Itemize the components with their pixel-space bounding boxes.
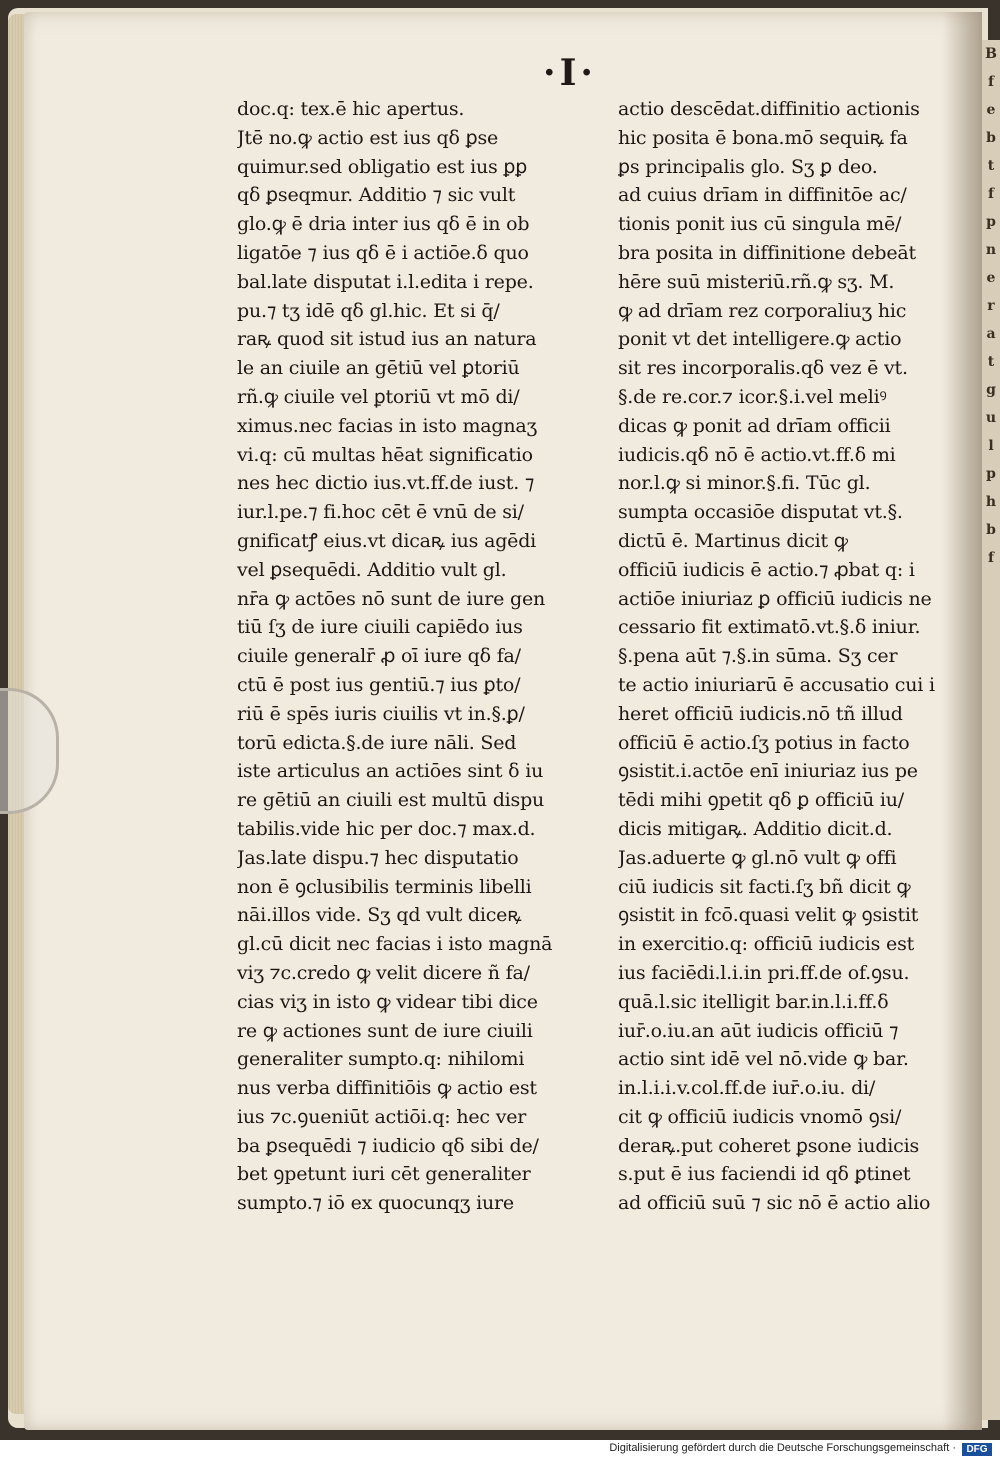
left-column-line: ba ꝑsequēdi ⁊ iudicio qδ sibi de/: [237, 1134, 539, 1157]
right-column-line: nor.l.ꝙ si minor.§.fi. Tūc gl.: [618, 472, 871, 495]
footer-bar: [0, 1440, 1000, 1459]
facing-page-glyph: B: [985, 46, 997, 62]
footer-credit: Digitalisierung gefördert durch die Deutsche Forschungsgemeinschaft ·: [609, 1442, 956, 1454]
left-column-line: sumpto.⁊ iō ex quocunqʒ iure: [237, 1192, 514, 1215]
right-column-line: officiū ē actio.ſʒ potius in facto: [618, 731, 910, 754]
left-column-line: Jtē no.ꝙ actio est ius qδ ꝑse: [237, 126, 499, 149]
left-column-line: rñ.ꝙ ciuile vel ꝑtoriū vt mō di/: [237, 385, 520, 408]
left-column-line: ligatōe ⁊ ius qδ ē i actiōe.δ quo: [237, 241, 529, 264]
facing-page-glyph: e: [986, 102, 996, 118]
right-column-line: ꝑs principalis glo. Sʒ ꝑ deo.: [618, 155, 878, 178]
left-column-line: cias viʒ in isto ꝙ videar tibi dice: [237, 990, 538, 1013]
facing-page-glyph: p: [986, 214, 996, 230]
right-column-line: hic posita ē bona.mō sequiꝶ fa: [618, 126, 908, 149]
facing-page-glyph: p: [986, 466, 996, 482]
right-column-line: hēre suū misteriū.rñ.ꝙ sʒ. M.: [618, 270, 895, 293]
left-column-line: qδ ꝑseqmur. Additio ⁊ sic vult: [237, 184, 516, 207]
right-column-line: te actio iniuriarū ē accusatio cui i: [618, 673, 935, 696]
left-column-line: iur.l.pe.⁊ fi.hoc cēt ē vnū de si/: [237, 501, 524, 524]
right-column-line: dicis mitigaꝶ. Additio dicit.d.: [618, 817, 893, 840]
right-column-line: ꝯsistit in fcō.quasi velit ꝙ ꝯsistit: [618, 904, 919, 927]
left-column-line: vel ꝑsequēdi. Additio vult gl.: [237, 558, 507, 581]
facing-page-glyph: b: [986, 130, 996, 146]
right-column-line: quā.l.sic itelligit bar.in.l.i.ff.δ: [618, 990, 889, 1013]
right-column-line: iur̄.o.iu.an aūt iudicis officiū ⁊: [618, 1019, 899, 1042]
facing-page-glyph: e: [986, 270, 996, 286]
facing-page-glyph: u: [985, 410, 997, 426]
left-column-line: vi.q: cū multas hēat significatio: [237, 443, 533, 466]
left-column-line: pu.⁊ tʒ idē qδ gl.hic. Et si q̄/: [237, 299, 500, 322]
right-column-line: ciū iudicis sit facti.ſʒ bñ dicit ꝙ: [618, 875, 911, 898]
right-column-line: ponit vt det intelligere.ꝙ actio: [618, 328, 902, 351]
right-column-line: ad cuius drīam in diffinitōe ac/: [618, 184, 907, 207]
right-column-line: in.l.i.i.v.col.ff.de iur̄.o.iu. di/: [618, 1077, 876, 1100]
right-column-line: iudicis.qδ nō ē actio.vt.ff.δ mi: [618, 443, 896, 466]
left-column-line: glo.ꝙ ē dria inter ius qδ ē in ob: [237, 213, 530, 236]
facing-page-glyph: a: [986, 326, 996, 342]
right-column-line: dictū ē. Martinus dicit ꝙ: [618, 529, 848, 552]
left-column-line: ciuile generalr̄ ꝓ oī iure qδ fa/: [237, 645, 521, 668]
left-column-line: bet ꝯpetunt iuri cēt generaliter: [237, 1163, 531, 1186]
left-text-column: [237, 95, 577, 1218]
left-column-line: tabilis.vide hic per doc.⁊ max.d.: [237, 817, 536, 840]
right-column-line: in exercitio.q: officiū iudicis est: [618, 933, 915, 956]
left-column-line: nr̄a ꝙ actōes nō sunt de iure gen: [237, 587, 546, 610]
left-column-line: ximus.nec facias in isto magnaʒ: [237, 414, 538, 437]
right-column-line: §.de re.cor.⁊ icor.§.i.vel meliꝰ: [618, 385, 887, 408]
right-column-line: ius faciēdi.l.i.in pri.ff.de of.ꝯsu.: [618, 961, 910, 984]
left-column-line: riū ē spēs iuris ciuilis vt in.§.ꝑ/: [237, 702, 525, 725]
facing-page-glyph: t: [987, 354, 995, 370]
left-column-line: re gētiū an ciuili est multū dispu: [237, 789, 545, 812]
gutter-shadow: [942, 12, 982, 1430]
left-column-line: le an ciuile an gētiū vel ꝑtoriū: [237, 357, 520, 380]
facing-page-glyph: b: [986, 522, 996, 538]
right-column-line: tionis ponit ius cū singula mē/: [618, 213, 902, 236]
facing-page-glyph: l: [988, 438, 994, 454]
facing-page-edge: [982, 40, 1000, 1420]
right-column-line: ꝯsistit.i.actōe enī iniuriaz ius pe: [618, 760, 918, 783]
right-column-line: actio descēdat.diffinitio actionis: [618, 98, 920, 120]
left-column-line: nāi.illos vide. Sʒ qd vult diceꝶ: [237, 904, 522, 927]
left-column-line: doc.q: tex.ē hic apertus.: [237, 98, 465, 120]
right-column-line: Jas.aduerte ꝙ gl.nō vult ꝙ offi: [618, 846, 897, 869]
left-column-line: gnificatꝭ eius.vt dicaꝶ ius agēdi: [237, 529, 537, 552]
facing-page-glyph: n: [985, 242, 997, 258]
left-column-line: torū edicta.§.de iure nāli. Sed: [237, 731, 517, 754]
left-column-line: ius ⁊c.ꝯueniūt actiōi.q: hec ver: [237, 1105, 527, 1128]
right-column-line: ꝙ ad drīam rez corporaliuʒ hic: [618, 299, 907, 322]
left-column-line: tiū ſʒ de iure ciuili capiēdo ius: [237, 616, 523, 639]
left-column-line: ctū ē post ius gentiū.⁊ ius ꝑto/: [237, 673, 521, 696]
facing-page-glyph: f: [987, 550, 995, 566]
left-column-line: re ꝙ actiones sunt de iure ciuili: [237, 1019, 533, 1042]
right-column-line: ad officiū suū ⁊ sic nō ē actio alio: [618, 1192, 931, 1215]
left-column-line: quimur.sed obligatio est ius ꝑꝑ: [237, 155, 528, 178]
left-column-line: nes hec dictio ius.vt.ff.de iust. ⁊: [237, 472, 535, 495]
right-column-line: deraꝶ.put coheret ꝑsone iudicis: [618, 1134, 920, 1157]
facing-page-glyph: f: [987, 74, 995, 90]
dfg-logo: DFG: [962, 1443, 992, 1456]
right-column-line: sumpta occasiōe disputat vt.§.: [618, 501, 903, 524]
left-column-line: iste articulus an actiōes sint δ iu: [237, 760, 544, 783]
facing-page-glyph: r: [987, 298, 995, 314]
right-column-line: §.pena aūt ⁊.§.in sūma. Sʒ cer: [618, 645, 898, 668]
facing-page-glyph: t: [987, 158, 995, 174]
left-column-line: viʒ ⁊c.credo ꝙ velit dicere ñ fa/: [237, 961, 530, 984]
right-column-line: actiōe iniuriaz ꝑ officiū iudicis ne: [618, 587, 932, 610]
facing-page-glyph: h: [985, 494, 997, 510]
left-column-line: nus verba diffinitiōis ꝙ actio est: [237, 1077, 537, 1100]
left-column-line: generaliter sumpto.q: nihilomi: [237, 1048, 525, 1071]
right-column-line: tēdi mihi ꝯpetit qδ ꝑ officiū iu/: [618, 789, 904, 812]
left-column-line: bal.late disputat i.l.edita i repe.: [237, 270, 534, 293]
facing-page-glyph: f: [987, 186, 995, 202]
facing-page-glyph: g: [986, 382, 996, 398]
right-column-line: dicas ꝙ ponit ad drīam officii: [618, 414, 891, 437]
right-column-line: bra posita in diffinitione debeāt: [618, 241, 916, 264]
left-column-line: non ē ꝯclusibilis terminis libelli: [237, 875, 532, 898]
right-column-line: cit ꝙ officiū iudicis vnomō ꝯsi/: [618, 1105, 902, 1128]
left-column-line: raꝶ quod sit istud ius an natura: [237, 328, 537, 351]
right-column-line: s.put ē ius faciendi id qδ ꝑtinet: [618, 1163, 911, 1186]
right-column-line: actio sint idē vel nō.vide ꝙ bar.: [618, 1048, 909, 1071]
page-header-mark: ·I·: [543, 52, 597, 94]
right-column-line: officiū iudicis ē actio.⁊ ꝓbat q: i: [618, 558, 915, 581]
right-column-line: heret officiū iudicis.nō tñ illud: [618, 702, 903, 725]
right-column-line: cessario fit extimatō.vt.§.δ iniur.: [618, 616, 921, 639]
right-text-column: [618, 95, 938, 1218]
left-column-line: Jas.late dispu.⁊ hec disputatio: [237, 846, 519, 869]
left-column-line: gl.cū dicit nec facias i isto magnā: [237, 933, 553, 956]
right-column-line: sit res incorporalis.qδ vez ē vt.: [618, 357, 908, 380]
